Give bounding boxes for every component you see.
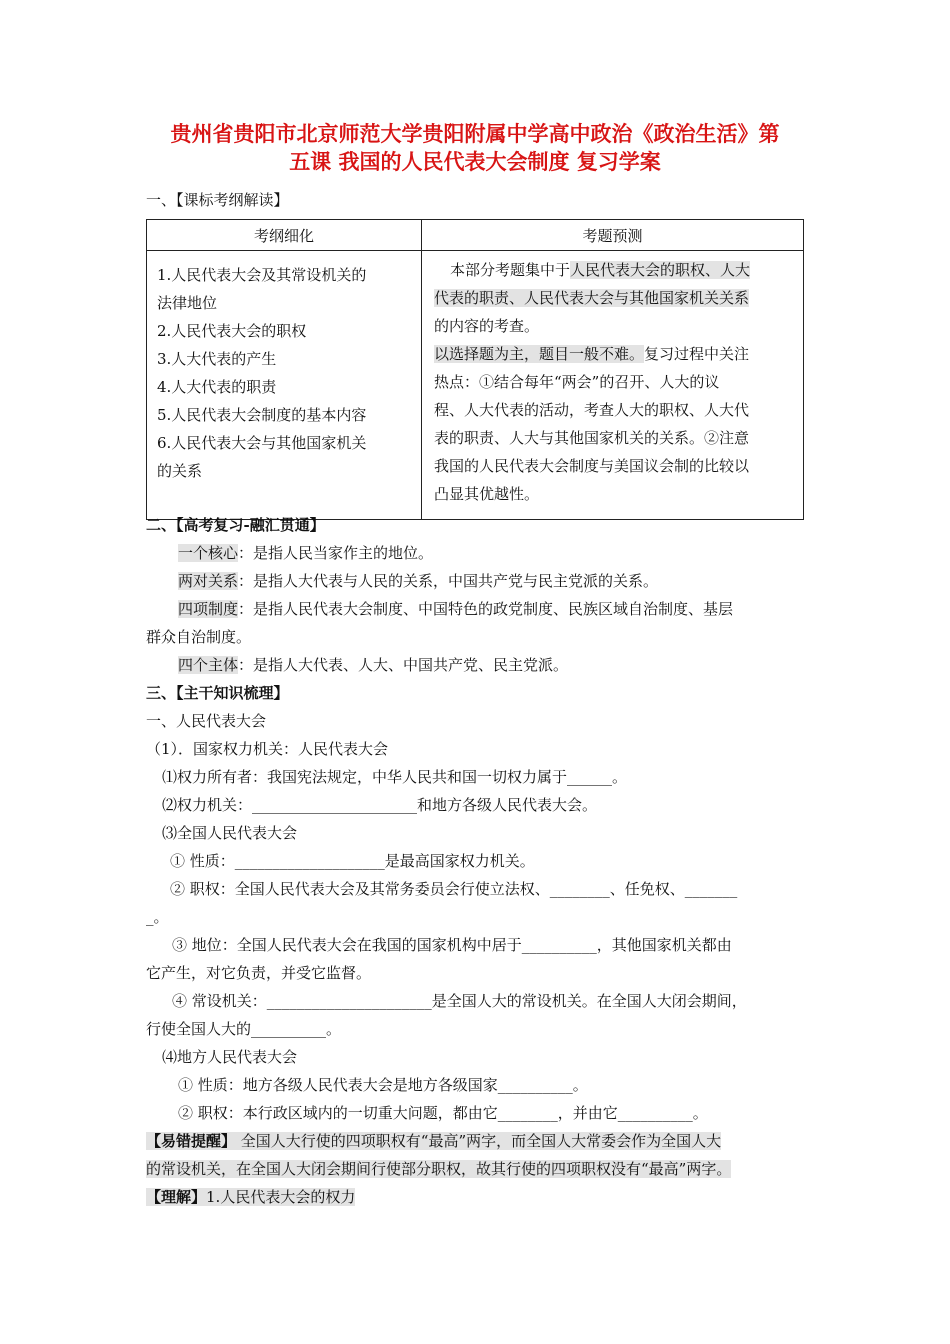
review-item <box>146 543 846 563</box>
prediction-highlight: 代表的职责、人民代表大会与其他国家机关关系 <box>434 289 750 307</box>
prediction-line: 程、人大代表的活动，考查人大的职权、人大代 <box>434 401 750 419</box>
error-tip-line <box>146 1131 814 1151</box>
review-item <box>146 599 846 619</box>
syllabus-detail-cell <box>147 251 422 520</box>
review-text: ：是指人民代表大会制度、中国特色的政党制度、民族区域自治制度、基层 <box>238 600 734 618</box>
detail-line: 2.人民代表大会的职权 <box>157 322 307 340</box>
error-tip-line <box>146 1159 814 1179</box>
review-label: 四个主体 <box>178 656 239 674</box>
document-title <box>140 120 810 176</box>
understand-label: 【理解】 <box>146 1188 207 1206</box>
review-item <box>146 571 846 591</box>
prediction-line: 的内容的考查。 <box>434 317 540 335</box>
detail-line: 法律地位 <box>157 294 218 312</box>
knowledge-line: ② 职权：本行政区域内的一切重大问题，都由它________，并由它__________。 <box>178 1104 708 1122</box>
review-text: ：是指人大代表与人民的关系，中国共产党与民主党派的关系。 <box>238 572 659 590</box>
detail-line: 4.人大代表的职责 <box>157 378 277 396</box>
review-label: 一个核心 <box>178 544 239 562</box>
knowledge-line: ⑵权力机关：______________________和地方各级人民代表大会。 <box>162 796 598 814</box>
detail-line: 1.人民代表大会及其常设机关的 <box>157 266 367 284</box>
knowledge-line: 它产生，对它负责，并受它监督。 <box>146 964 372 982</box>
knowledge-line: ① 性质：地方各级人民代表大会是地方各级国家__________。 <box>178 1076 588 1094</box>
review-label: 四项制度 <box>178 600 239 618</box>
knowledge-line: ⑷地方人民代表大会 <box>162 1048 298 1066</box>
knowledge-line: _。 <box>146 908 169 926</box>
section1-heading: 一、【课标考纲解读】 <box>146 191 289 209</box>
error-tip-text: 的常设机关，在全国人大闭会期间行使部分职权，故其行使的四项职权没有“最高”两字。 <box>146 1160 732 1178</box>
knowledge-line: 行使全国人大的__________。 <box>146 1020 342 1038</box>
review-text: ：是指人民当家作主的地位。 <box>238 544 434 562</box>
knowledge-line: ① 性质：____________________是最高国家权力机关。 <box>170 852 535 870</box>
knowledge-line: 一、人民代表大会 <box>146 712 267 730</box>
knowledge-line: ③ 地位：全国人民代表大会在我国的国家机构中居于__________，其他国家机关都由 <box>172 936 732 954</box>
knowledge-line: ⑶全国人民代表大会 <box>162 824 298 842</box>
knowledge-line: ⑴权力所有者：我国宪法规定，中华人民共和国一切权力属于______。 <box>162 768 628 786</box>
knowledge-line: ② 职权：全国人民代表大会及其常务委员会行使立法权、________、任免权、_______ <box>170 880 738 898</box>
understand-text: 1.人民代表大会的权力 <box>206 1188 356 1206</box>
review-text: ：是指人大代表、人大、中国共产党、民主党派。 <box>238 656 569 674</box>
prediction-line: 热点：①结合每年“两会”的召开、人大的议 <box>434 373 720 391</box>
title-line-1: 贵州省贵阳市北京师范大学贵阳附属中学高中政治《政治生活》第 <box>170 121 780 146</box>
prediction-line <box>434 340 795 368</box>
prediction-line: 表的职责、人大与其他国家机关的关系。②注意 <box>434 429 750 447</box>
review-item-continuation: 群众自治制度。 <box>146 628 252 646</box>
detail-line: 3.人大代表的产生 <box>157 350 277 368</box>
exam-prediction-cell <box>422 251 804 520</box>
prediction-line: 我国的人民代表大会制度与美国议会制的比较以 <box>434 457 750 475</box>
table-header-detail: 考纲细化 <box>147 220 422 251</box>
detail-line: 6.人民代表大会与其他国家机关 <box>157 434 367 452</box>
error-tip-label: 【易错提醒】 <box>146 1132 237 1150</box>
syllabus-table <box>146 219 804 520</box>
section3-heading: 三、【主干知识梳理】 <box>146 684 289 702</box>
section2-heading: 二、【高考复习-融汇贯通】 <box>146 516 325 534</box>
prediction-line: 凸显其优越性。 <box>434 485 540 503</box>
review-label: 两对关系 <box>178 572 239 590</box>
prediction-highlight: 人民代表大会的职权、人大 <box>570 261 751 279</box>
table-header-prediction: 考题预测 <box>422 220 804 251</box>
understand-line <box>146 1187 814 1207</box>
prediction-text: 复习过程中关注 <box>644 345 750 363</box>
knowledge-line: ④ 常设机关：______________________是全国人大的常设机关。在全国人大闭会期间， <box>172 992 747 1010</box>
detail-line: 的关系 <box>157 462 203 480</box>
prediction-line <box>434 284 795 312</box>
title-line-2: 五课 我国的人民代表大会制度 复习学案 <box>289 149 661 174</box>
prediction-line <box>434 256 795 284</box>
prediction-text: 本部分考题集中于 <box>450 261 571 279</box>
table-body-row <box>147 251 804 520</box>
review-item <box>146 655 846 675</box>
knowledge-line: （1）．国家权力机关：人民代表大会 <box>146 740 389 758</box>
prediction-highlight: 以选择题为主，题目一般不难。 <box>434 345 645 363</box>
detail-line: 5.人民代表大会制度的基本内容 <box>157 406 367 424</box>
error-tip-text: 全国人大行使的四项职权有“最高”两字，而全国人大常委会作为全国人大 <box>236 1132 722 1150</box>
table-header-row <box>147 220 804 251</box>
